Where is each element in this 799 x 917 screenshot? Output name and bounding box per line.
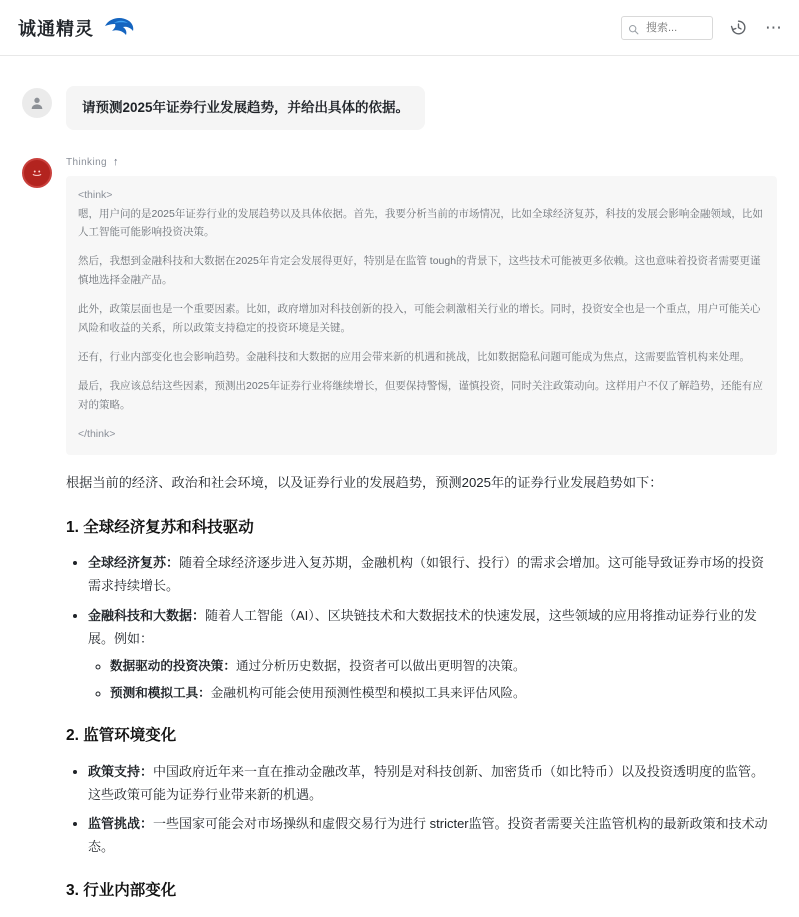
user-avatar-icon <box>22 88 52 118</box>
search-box[interactable] <box>621 16 713 40</box>
section-bullets <box>66 761 777 859</box>
bullet-strong: 全球经济复苏： <box>88 555 180 571</box>
section-title: 2. 监管环境变化 <box>66 727 177 745</box>
thinking-paragraph: 最后，我应该总结这些因素，预测出2025年证券行业将继续增长，但要保持警惕，谨慎投资，同时关注政策动向。这样用户不仅了解趋势，还能有应对的策略。 <box>78 380 763 411</box>
bullet-strong: 金融科技和大数据： <box>88 607 206 623</box>
bullet-text: 随着全球经济逐步进入复苏期，金融机构（如银行、投行）的需求会增加。这可能导致证券市场的投资需求持续增长。 <box>88 555 765 594</box>
more-options-icon[interactable] <box>763 17 785 39</box>
user-message-text: 请预测2025年证券行业发展趋势，并给出具体的依据。 <box>66 86 425 130</box>
answer-lead: 根据当前的经济、政治和社会环境，以及证券行业的发展趋势，预测2025年的证券行业发展趋势如下： <box>66 475 663 491</box>
list-item <box>110 656 777 677</box>
thinking-block <box>66 176 777 455</box>
thinking-paragraph: 嗯，用户问的是2025年证券行业的发展趋势以及具体依据。首先，我要分析当前的市场情况，比如全球经济复苏，科技的发展会影响金融领域，比如人工智能可能影响投资决策。 <box>78 207 763 238</box>
thinking-label: Thinking <box>66 156 107 168</box>
history-clock-icon[interactable] <box>727 17 749 39</box>
app-header <box>0 0 799 56</box>
thinking-header[interactable] <box>66 156 777 168</box>
assistant-avatar-icon <box>22 158 52 188</box>
bullet-strong: 政策支持： <box>88 763 154 779</box>
bird-logo-icon <box>102 15 136 41</box>
thinking-paragraph: 然后，我想到金融科技和大数据在2025年肯定会发展得更好，特别是在监管 tough的背景下，这些技术可能被更多依赖。这也意味着投资者需要更谨慎地选择金融产品。 <box>78 255 761 286</box>
bullet-text: 中国政府近年来一直在推动金融改革，特别是对科技创新、加密货币（如比特币）以及投资透明度的监管。这些政策可能为证券行业带来新的机遇。 <box>88 763 765 802</box>
sub-bullets <box>88 656 777 704</box>
header-actions <box>621 16 785 40</box>
more-options-label: ⋯ <box>765 18 783 37</box>
list-item <box>88 761 777 807</box>
assistant-answer <box>66 156 777 915</box>
list-item <box>88 605 777 704</box>
list-item <box>88 552 777 598</box>
think-open-tag: <think> <box>78 189 113 202</box>
arrow-up-icon[interactable]: ↑ <box>113 156 119 169</box>
list-item <box>88 813 777 859</box>
user-message-row <box>22 86 777 130</box>
sub-bullet-text: 金融机构可能会使用预测性模型和模拟工具来评估风险。 <box>210 685 526 700</box>
conversation-scroll-area[interactable] <box>0 56 799 917</box>
sub-bullet-strong: 预测和模拟工具： <box>110 685 211 700</box>
assistant-message-row <box>22 156 777 915</box>
brand-title: 诚通精灵 <box>18 18 94 39</box>
sub-bullet-strong: 数据驱动的投资决策： <box>110 659 236 674</box>
thinking-paragraph: 还有，行业内部变化也会影响趋势。金融科技和大数据的应用会带来新的机遇和挑战，比如数据隐私问题可能成为焦点，这需要监管机构来处理。 <box>78 350 750 363</box>
answer-body <box>66 471 777 905</box>
section-title: 3. 行业内部变化 <box>66 881 177 899</box>
bullet-strong: 监管挑战： <box>88 816 154 832</box>
bullet-text: 随着人工智能（AI）、区块链技术和大数据技术的快速发展，这些领域的应用将推动证券行业的发展。例如： <box>88 607 757 646</box>
bullet-text: 一些国家可能会对市场操纵和虚假交易行为进行 stricter监管。投资者需要关注监管机构的最新政策和技术动态。 <box>88 816 768 855</box>
sub-bullet-text: 通过分析历史数据，投资者可以做出更明智的决策。 <box>235 659 526 674</box>
list-item <box>110 683 777 704</box>
think-close-tag: </think> <box>78 428 116 440</box>
section-title: 1. 全球经济复苏和科技驱动 <box>66 518 254 536</box>
search-icon <box>628 22 639 33</box>
brand[interactable] <box>18 15 136 41</box>
section-bullets <box>66 552 777 704</box>
search-input[interactable] <box>644 21 706 35</box>
thinking-paragraph: 此外，政策层面也是一个重要因素。比如，政府增加对科技创新的投入，可能会刺激相关行业的增长。同时，投资安全也是一个重点，用户可能关心风险和收益的关系，所以政策支持稳定的投资环境是关键。 <box>78 303 761 334</box>
